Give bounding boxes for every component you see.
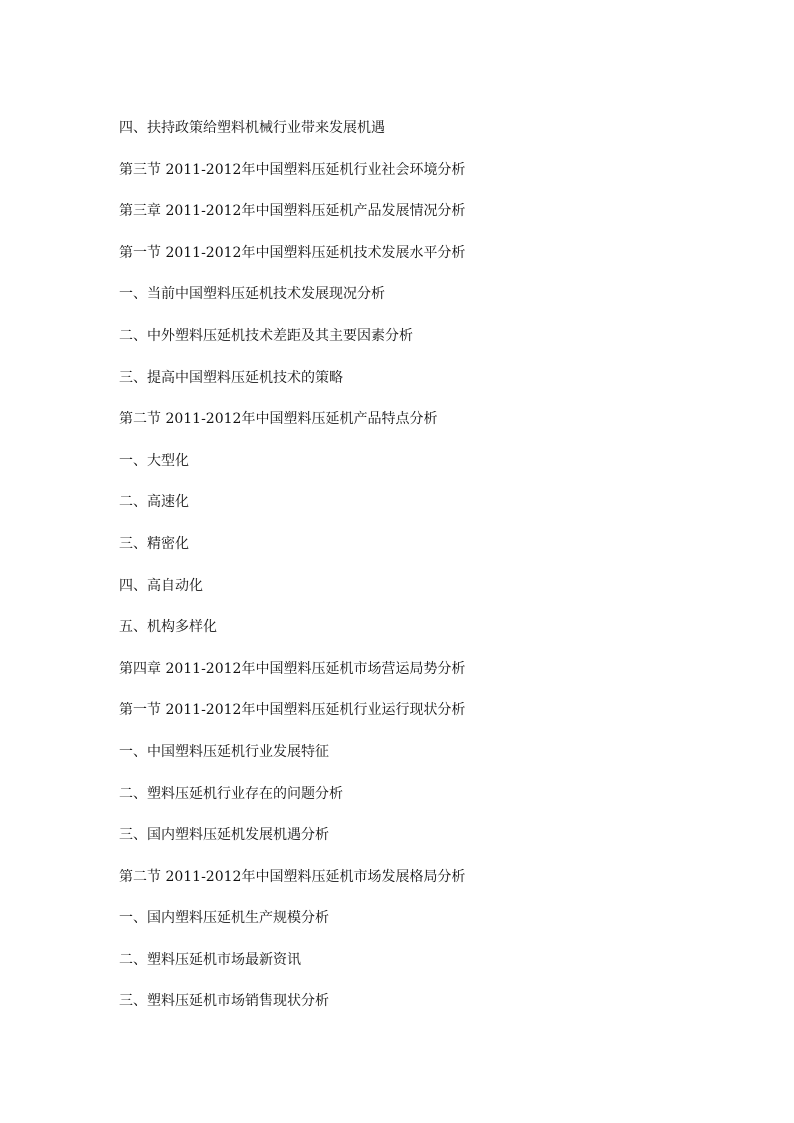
toc-line: 四、高自动化 [119,577,203,594]
toc-line: 二、高速化 [119,494,189,511]
toc-line: 四、扶持政策给塑料机械行业带来发展机遇 [119,120,385,136]
toc-line: 一、国内塑料压延机生产规模分析 [119,910,329,927]
toc-line: 第一节 2011-2012年中国塑料压延机技术发展水平分析 [119,244,466,261]
toc-line: 二、塑料压延机行业存在的问题分析 [119,785,343,802]
toc-line: 三、国内塑料压延机发展机遇分析 [119,827,329,844]
toc-line: 第三节 2011-2012年中国塑料压延机行业社会环境分析 [119,161,466,178]
toc-line: 第三章 2011-2012年中国塑料压延机产品发展情况分析 [119,203,466,220]
toc-line: 五、机构多样化 [119,619,217,636]
toc-line: 三、精密化 [119,535,189,552]
toc-line: 第一节 2011-2012年中国塑料压延机行业运行现状分析 [119,702,466,719]
toc-line: 第二节 2011-2012年中国塑料压延机产品特点分析 [119,411,438,428]
toc-line: 一、大型化 [119,452,189,469]
toc-line: 第四章 2011-2012年中国塑料压延机市场营运局势分析 [119,660,466,677]
toc-line: 三、提高中国塑料压延机技术的策略 [119,369,343,386]
toc-line: 第二节 2011-2012年中国塑料压延机市场发展格局分析 [119,868,466,885]
toc-line: 二、中外塑料压延机技术差距及其主要因素分析 [119,327,413,344]
toc-line: 二、塑料压延机市场最新资讯 [119,951,301,968]
toc-line: 一、中国塑料压延机行业发展特征 [119,743,329,760]
table-of-contents [119,117,719,1032]
toc-line: 三、塑料压延机市场销售现状分析 [119,993,329,1010]
toc-line: 一、当前中国塑料压延机技术发展现况分析 [119,286,385,303]
